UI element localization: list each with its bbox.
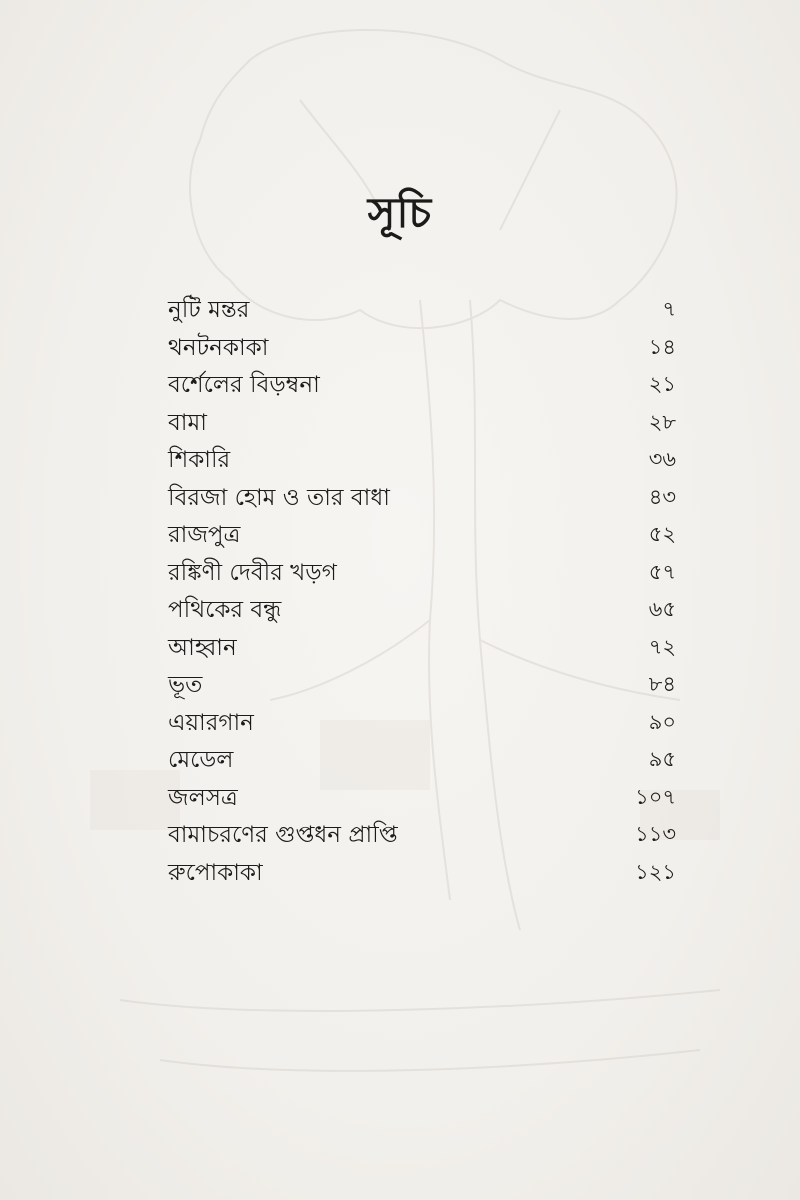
toc-entry-title: বর্শেলের বিড়ম্বনা xyxy=(168,372,320,399)
toc-entry-page: ৯৫ xyxy=(648,747,676,772)
toc-row xyxy=(168,517,676,555)
toc-row xyxy=(168,630,676,668)
toc-row xyxy=(168,555,676,593)
toc-entry-title: রাজপুত্র xyxy=(168,522,241,549)
toc-row xyxy=(168,817,676,855)
toc-row xyxy=(168,405,676,443)
toc-row xyxy=(168,442,676,480)
toc-entry-page: ৭ xyxy=(662,297,676,322)
toc-entry-page: ১১৩ xyxy=(635,822,676,847)
toc-entry-page: ২৮ xyxy=(648,409,676,434)
toc-entry-title: আহ্বান xyxy=(168,634,237,661)
toc-entry-page: ২১ xyxy=(648,372,676,397)
toc-entry-title: জলসত্র xyxy=(168,784,238,811)
toc-entry-title: থনটনকাকা xyxy=(168,334,269,361)
toc-entry-title: রুপোকাকা xyxy=(168,859,263,886)
page-title: সূচি xyxy=(367,188,433,237)
toc-row xyxy=(168,480,676,518)
toc-row xyxy=(168,705,676,743)
toc-entry-title: শিকারি xyxy=(168,447,231,474)
toc-entry-page: ৫২ xyxy=(648,522,676,547)
toc-entry-page: ৯০ xyxy=(648,709,676,734)
toc-row xyxy=(168,667,676,705)
toc-entry-page: ৮৪ xyxy=(648,672,676,697)
toc-entry-page: ৫৭ xyxy=(648,559,676,584)
toc-row xyxy=(168,367,676,405)
toc-entry-page: ৬৫ xyxy=(648,597,676,622)
toc-entry-title: পথিকের বন্ধু xyxy=(168,597,282,624)
toc-entry-title: নুটি মন্তর xyxy=(168,297,250,324)
toc-row xyxy=(168,292,676,330)
toc-entry-page: ১০৭ xyxy=(635,784,676,809)
toc-entry-page: ১২১ xyxy=(635,859,676,884)
toc-entry-page: ৭২ xyxy=(648,634,676,659)
toc-row xyxy=(168,855,676,893)
toc-entry-page: ৪৩ xyxy=(648,484,676,509)
toc-entry-title: বিরজা হোম ও তার বাধা xyxy=(168,484,390,511)
toc-row xyxy=(168,780,676,818)
toc-row xyxy=(168,592,676,630)
toc-entry-page: ৩৬ xyxy=(648,447,676,472)
toc-entry-title: বামাচরণের গুপ্তধন প্রাপ্তি xyxy=(168,822,398,849)
toc-row xyxy=(168,330,676,368)
table-of-contents xyxy=(168,292,676,892)
toc-entry-title: রঙ্কিণী দেবীর খড়গ xyxy=(168,559,337,586)
toc-entry-title: এয়ারগান xyxy=(168,709,254,736)
toc-entry-title: ভূত xyxy=(168,672,203,699)
toc-row xyxy=(168,742,676,780)
toc-entry-title: মেডেল xyxy=(168,747,234,774)
toc-entry-title: বামা xyxy=(168,409,207,436)
toc-entry-page: ১৪ xyxy=(648,334,676,359)
